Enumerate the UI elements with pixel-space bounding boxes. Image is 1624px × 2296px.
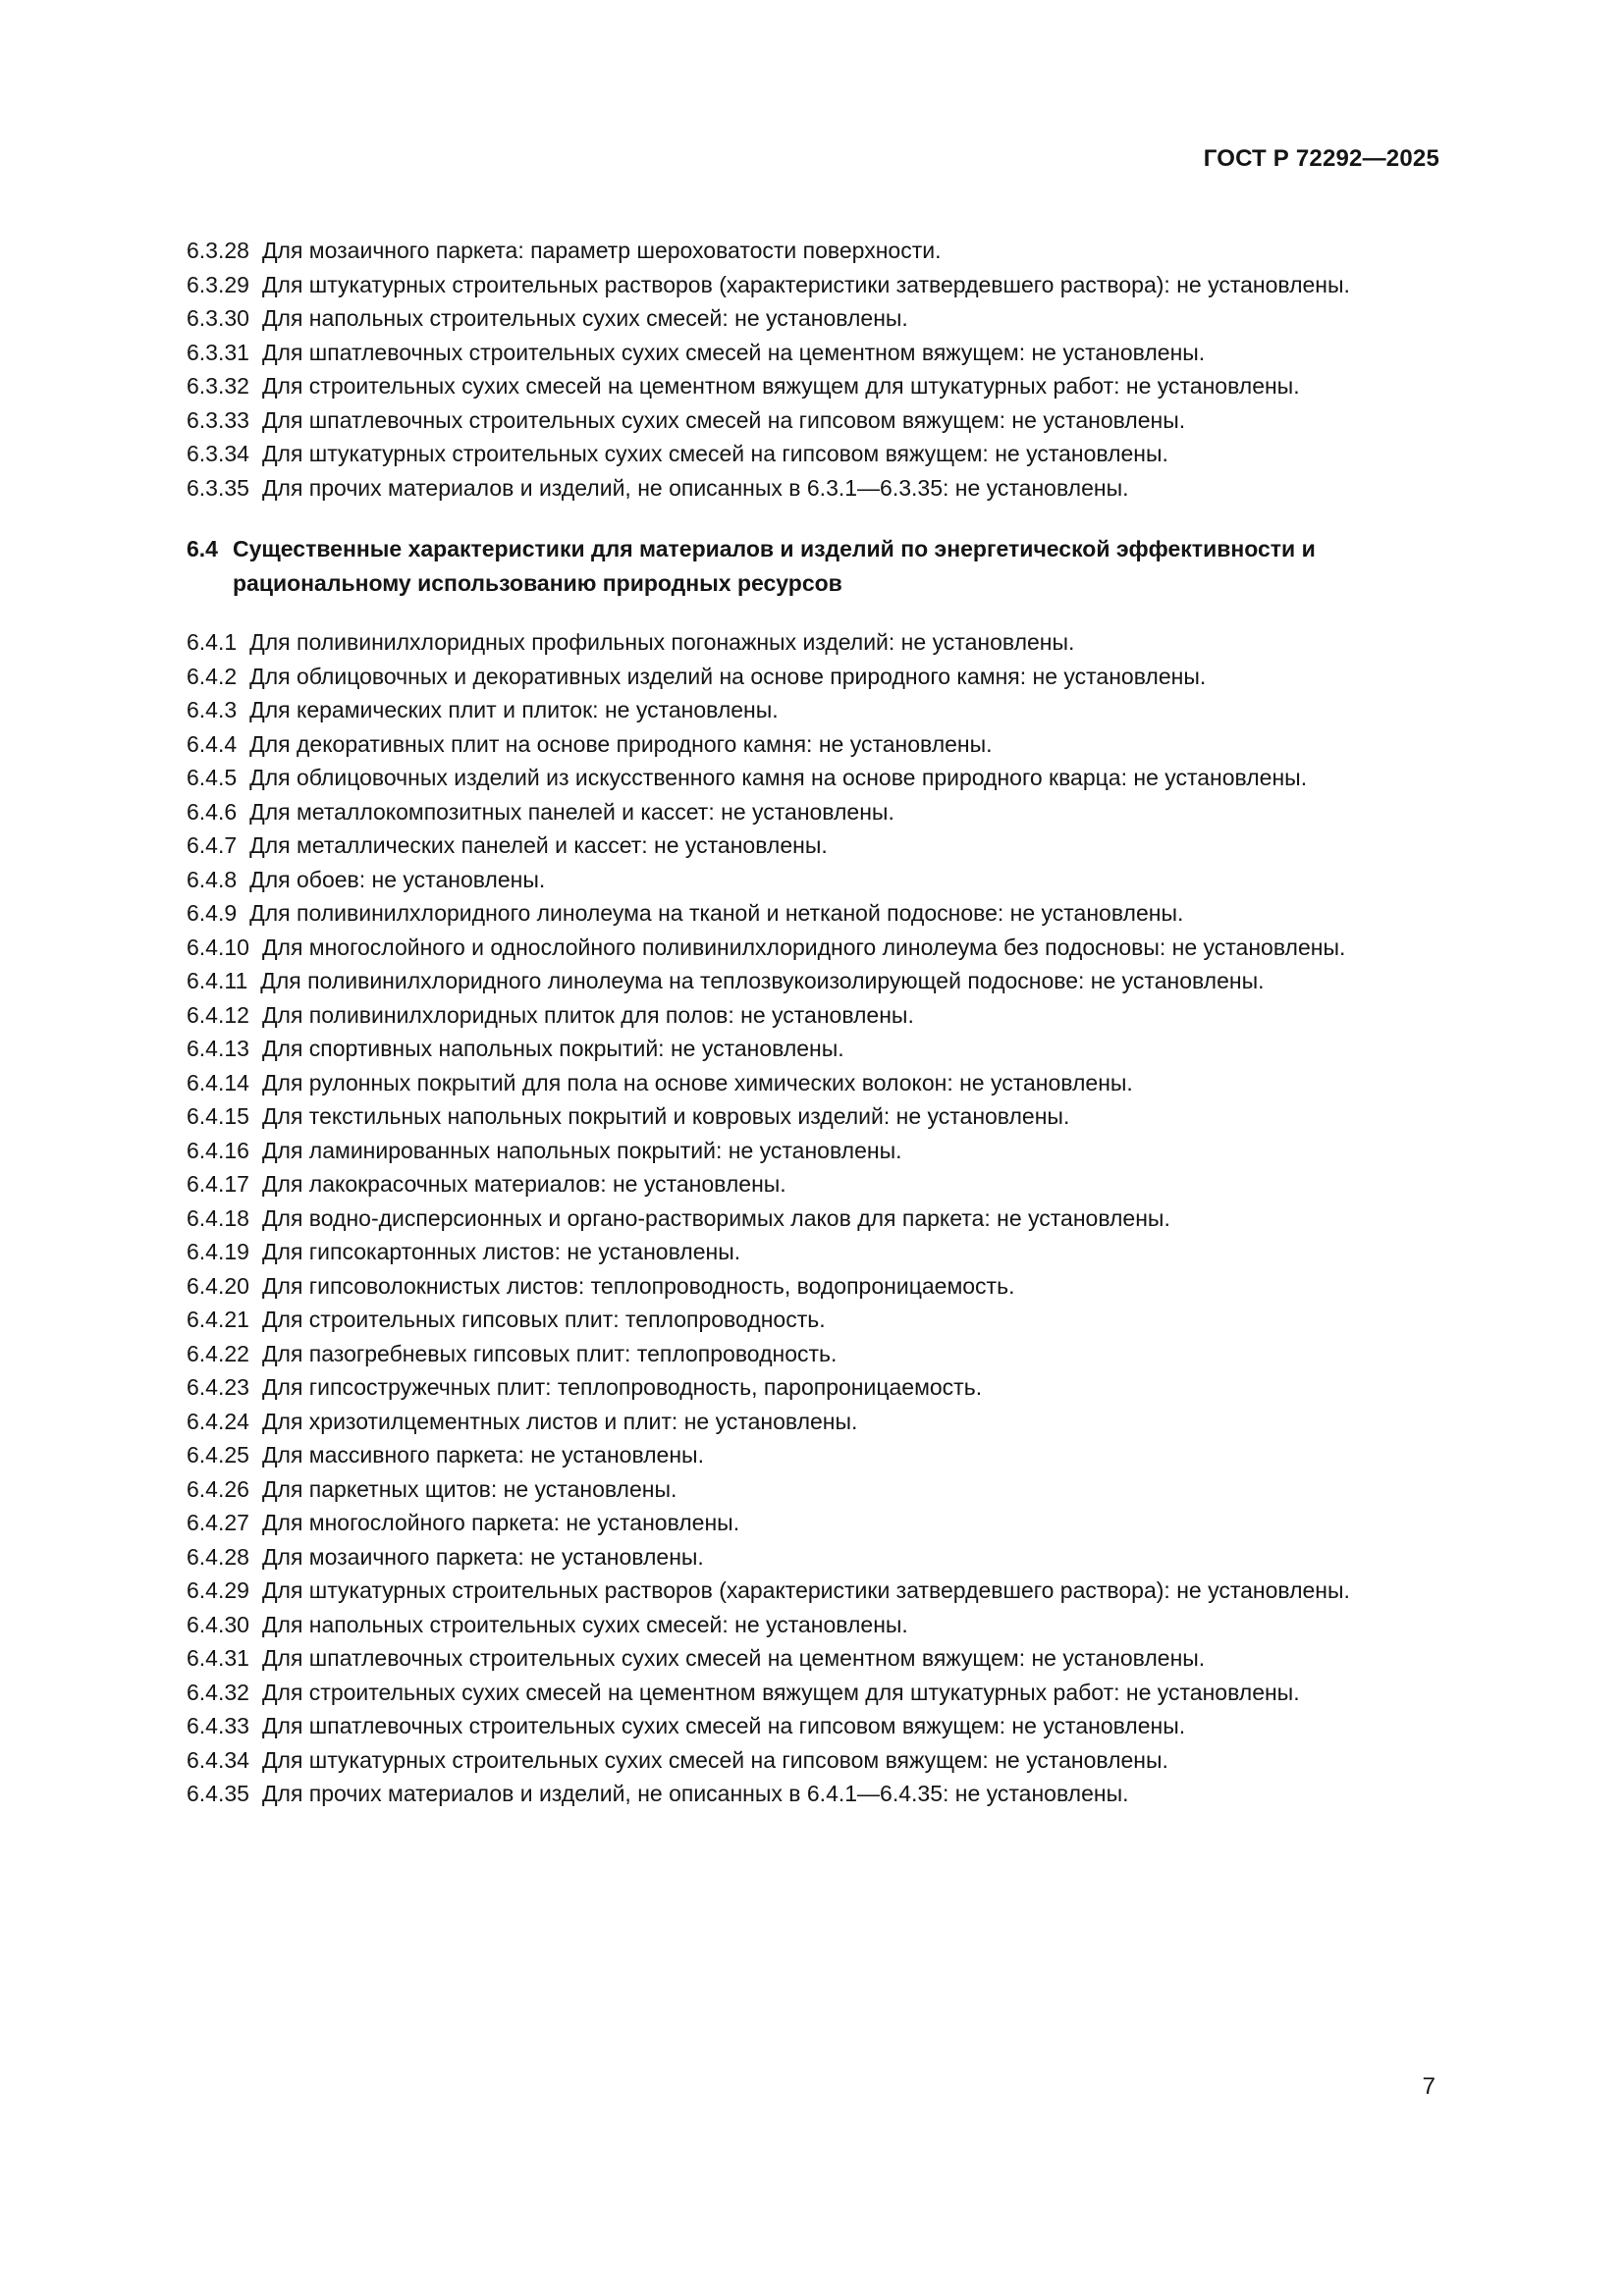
clause-text: Для многослойного паркета: не установлены. [261,1510,740,1535]
document-code: ГОСТ Р 72292—2025 [1203,145,1439,172]
clause-paragraph [120,1370,1441,1405]
clause-paragraph [120,1269,1441,1304]
clause-text: Для облицовочных изделий из искусственного камня на основе природного кварца: не установлены. [249,765,1308,790]
clause-number: 6.4.21 [187,1307,249,1332]
clause-text: Для пазогребневых гипсовых плит: теплопроводность. [261,1340,838,1366]
section-heading-6-4 [120,532,1327,600]
clause-number: 6.3.30 [187,305,249,331]
clause-number: 6.3.31 [187,339,249,365]
clause-paragraph [120,1099,1441,1134]
clause-number: 6.4.10 [187,934,249,960]
clause-paragraph [120,1676,1441,1710]
clause-number: 6.4.6 [187,798,238,825]
clause-text: Для ламинированных напольных покрытий: не установлены. [261,1137,902,1163]
heading-number: 6.4 [187,536,218,561]
clause-paragraph [120,1709,1441,1743]
clause-text: Для штукатурных строительных растворов (характеристики затвердевшего раствора): не установлены. [261,1577,1350,1603]
clause-text: Для напольных строительных сухих смесей: не установлены. [261,305,908,331]
clause-text: Для металлокомпозитных панелей и кассет: не установлены. [249,798,894,825]
clause-paragraph [120,1337,1441,1371]
clause-text: Для поливинилхлоридных профильных погонажных изделий: не установлены. [249,629,1075,655]
clause-number: 6.4.34 [187,1746,249,1773]
clause-paragraph [120,828,1441,863]
clause-paragraph [120,863,1441,897]
clause-text: Для водно-дисперсионных и органо-растворимых лаков для паркета: не установлены. [261,1204,1170,1231]
clause-paragraph [120,896,1441,931]
clause-text: Для паркетных щитов: не установлены. [261,1475,677,1502]
clause-number: 6.4.18 [187,1204,249,1231]
clause-number: 6.3.32 [187,373,249,399]
clause-number: 6.4.12 [187,1001,249,1028]
clause-paragraph [120,1777,1441,1811]
clause-paragraph [120,403,1441,438]
clause-paragraph [120,1506,1441,1540]
clause-number: 6.4.35 [187,1781,249,1806]
clause-number: 6.4.24 [187,1408,249,1434]
clause-text: Для шпатлевочных строительных сухих смесей на гипсовом вяжущем: не установлены. [261,1713,1186,1738]
clause-text: Для штукатурных строительных растворов (характеристики затвердевшего раствора): не установлены. [261,271,1350,297]
clause-number: 6.4.2 [187,663,238,689]
clause-paragraph [120,1066,1441,1100]
clause-number: 6.3.28 [187,238,249,263]
clause-text: Для строительных сухих смесей на цементном вяжущем для штукатурных работ: не установлены. [261,373,1300,399]
section-6-4-list [120,625,1441,1811]
document-body [120,234,1441,1811]
clause-number: 6.4.16 [187,1137,249,1163]
clause-number: 6.3.29 [187,271,249,297]
page-number: 7 [1422,2073,1435,2100]
clause-paragraph [120,1743,1441,1778]
clause-number: 6.4.20 [187,1272,249,1299]
clause-number: 6.4.9 [187,900,238,926]
clause-number: 6.4.22 [187,1340,249,1366]
clause-text: Для строительных гипсовых плит: теплопроводность. [261,1307,826,1332]
clause-number: 6.4.7 [187,832,238,858]
clause-number: 6.4.5 [187,765,238,790]
clause-number: 6.4.14 [187,1069,249,1095]
clause-text: Для мозаичного паркета: параметр шероховатости поверхности. [261,238,942,263]
clause-paragraph [120,1438,1441,1472]
clause-paragraph [120,336,1441,370]
clause-text: Для спортивных напольных покрытий: не установлены. [261,1036,844,1061]
clause-text: Для керамических плит и плиток: не установлены. [249,697,779,722]
clause-text: Для поливинилхлоридного линолеума на тканой и нетканой подоснове: не установлены. [249,900,1184,926]
clause-paragraph [120,301,1441,336]
clause-text: Для гипсостружечных плит: теплопроводность, паропроницаемость. [261,1374,983,1400]
clause-number: 6.4.25 [187,1442,249,1468]
clause-paragraph [120,1167,1441,1201]
clause-text: Для гипсокартонных листов: не установлены. [261,1239,741,1264]
clause-number: 6.4.31 [187,1645,249,1671]
clause-text: Для обоев: не установлены. [249,866,546,892]
clause-text: Для многослойного и однослойного поливинилхлоридного линолеума без подосновы: не установлены. [261,934,1346,960]
clause-paragraph [120,437,1441,471]
clause-paragraph [120,1641,1441,1676]
clause-number: 6.4.26 [187,1475,249,1502]
clause-paragraph [120,1201,1441,1236]
clause-paragraph [120,795,1441,829]
clause-text: Для поливинилхлоридного линолеума на теплозвукоизолирующей подоснове: не установлены. [260,968,1265,993]
section-6-3-list [120,234,1441,505]
clause-number: 6.4.30 [187,1611,249,1637]
clause-text: Для поливинилхлоридных плиток для полов: не установлены. [261,1001,914,1028]
clause-text: Для шпатлевочных строительных сухих смесей на цементном вяжущем: не установлены. [261,1645,1206,1671]
clause-text: Для лакокрасочных материалов: не установлены. [261,1171,786,1197]
clause-paragraph [120,1032,1441,1066]
clause-number: 6.4.33 [187,1713,249,1738]
clause-paragraph [120,931,1441,965]
clause-number: 6.3.33 [187,406,249,433]
clause-text: Для штукатурных строительных сухих смесей на гипсовом вяжущем: не установлены. [261,441,1168,466]
clause-number: 6.4.8 [187,866,238,892]
clause-paragraph [120,1540,1441,1575]
clause-paragraph [120,1405,1441,1439]
clause-paragraph [120,761,1441,795]
clause-text: Для шпатлевочных строительных сухих смесей на цементном вяжущем: не установлены. [261,339,1206,365]
clause-text: Для гипсоволокнистых листов: теплопроводность, водопроницаемость. [261,1272,1015,1299]
clause-paragraph [120,268,1441,302]
clause-text: Для мозаичного паркета: не установлены. [261,1543,704,1570]
clause-paragraph [120,234,1441,268]
clause-text: Для текстильных напольных покрытий и ковровых изделий: не установлены. [261,1103,1070,1129]
clause-paragraph [120,1303,1441,1337]
clause-number: 6.4.11 [187,968,248,993]
clause-text: Для облицовочных и декоративных изделий на основе природного камня: не установлены. [249,663,1207,689]
clause-number: 6.4.13 [187,1036,249,1061]
clause-text: Для декоративных плит на основе природного камня: не установлены. [249,730,993,757]
clause-number: 6.3.35 [187,474,249,501]
clause-text: Для массивного паркета: не установлены. [261,1442,704,1468]
clause-text: Для хризотилцементных листов и плит: не установлены. [261,1408,858,1434]
clause-paragraph [120,1472,1441,1507]
clause-paragraph [120,998,1441,1033]
clause-paragraph [120,625,1441,660]
clause-number: 6.3.34 [187,441,249,466]
clause-text: Для металлических панелей и кассет: не установлены. [249,832,828,858]
clause-number: 6.4.15 [187,1103,249,1129]
heading-text: Существенные характеристики для материалов и изделий по энергетической эффективности и рациональному использованию природных ресурсов [232,536,1316,596]
clause-paragraph [120,1574,1441,1608]
clause-paragraph [120,471,1441,506]
clause-number: 6.4.28 [187,1543,249,1570]
clause-paragraph [120,693,1441,727]
clause-number: 6.4.4 [187,730,238,757]
clause-number: 6.4.19 [187,1239,249,1264]
clause-number: 6.4.29 [187,1577,249,1603]
clause-text: Для рулонных покрытий для пола на основе химических волокон: не установлены. [261,1069,1133,1095]
clause-paragraph [120,1608,1441,1642]
clause-number: 6.4.3 [187,697,238,722]
clause-paragraph [120,1134,1441,1168]
clause-text: Для штукатурных строительных сухих смесей на гипсовом вяжущем: не установлены. [261,1746,1168,1773]
clause-paragraph [120,1235,1441,1269]
clause-paragraph [120,727,1441,762]
clause-number: 6.4.17 [187,1171,249,1197]
clause-paragraph [120,660,1441,694]
clause-text: Для напольных строительных сухих смесей: не установлены. [261,1611,908,1637]
clause-number: 6.4.1 [187,629,238,655]
clause-number: 6.4.32 [187,1679,249,1705]
clause-paragraph [120,964,1441,998]
clause-text: Для прочих материалов и изделий, не описанных в 6.3.1—6.3.35: не установлены. [261,474,1129,501]
clause-text: Для прочих материалов и изделий, не описанных в 6.4.1—6.4.35: не установлены. [261,1781,1129,1806]
clause-paragraph [120,369,1441,403]
clause-text: Для строительных сухих смесей на цементном вяжущем для штукатурных работ: не установлены. [261,1679,1300,1705]
clause-text: Для шпатлевочных строительных сухих смесей на гипсовом вяжущем: не установлены. [261,406,1186,433]
clause-number: 6.4.23 [187,1374,249,1400]
clause-number: 6.4.27 [187,1510,249,1535]
